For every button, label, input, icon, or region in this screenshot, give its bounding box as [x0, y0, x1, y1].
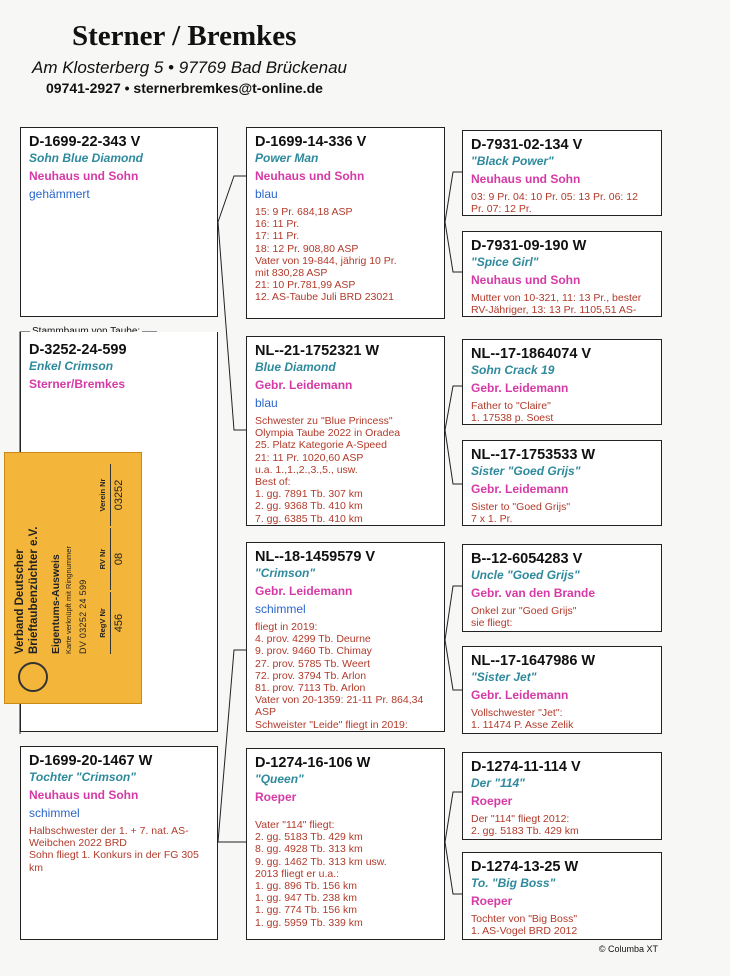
ring-number: NL--21-1752321 W: [255, 343, 380, 359]
breeder-name: Neuhaus und Sohn: [471, 172, 581, 186]
card-rv-column: RV Nr 08: [98, 528, 132, 590]
pigeon-color: gehämmert: [29, 187, 90, 201]
ring-number: NL--17-1864074 V: [471, 346, 592, 362]
ring-number: D-1274-13-25 W: [471, 859, 579, 875]
card-title: Eigentums-Ausweis: [50, 554, 62, 654]
pigeon-name: Enkel Crimson: [29, 359, 114, 373]
pedigree-ff-box: [246, 127, 445, 319]
pigeon-name: Sohn Blue Diamond: [29, 151, 143, 165]
pigeon-notes: Vater "114" fliegt: 2. gg. 5183 Tb. 429 km 8. gg. 4928 Tb. 313 km 9. gg. 1462 Tb. 313 km usw. 2013 fliegt er u.a.: 1. gg. 896 Tb. 156 km 1. gg. 947 Tb. 238 km 1. gg. 774 Tb. 156 km 1. gg. 5959 Tb. 339 km: [255, 819, 387, 929]
pigeon-name: Blue Diamond: [255, 360, 336, 374]
pedigree-fmm-box: [462, 440, 662, 526]
ring-number: NL--18-1459579 V: [255, 549, 376, 565]
card-ring-number: DV 03252 24 599: [78, 579, 88, 654]
pigeon-name: Uncle "Goed Grijs": [471, 568, 580, 582]
pigeon-notes: Father to "Claire" 1. 17538 p. Soest: [471, 400, 554, 425]
pigeon-name: To. "Big Boss": [471, 876, 556, 890]
pedigree-mf-box: [246, 542, 445, 732]
pigeon-notes: 15: 9 Pr. 684,18 ASP 16: 11 Pr. 17: 11 Pr. 18: 12 Pr. 908,80 ASP Vater von 19-844, jährig 10 Pr. mit 830,28 ASP 21: 10 Pr.781,99 ASP 12. AS-Taube Juli BRD 23021: [255, 206, 397, 304]
pigeon-color: schimmel: [255, 602, 306, 616]
pedigree-mother-box: [20, 746, 218, 940]
ring-number: D-7931-02-134 V: [471, 137, 583, 153]
card-subtitle: Karte verknüpft mit Ringnummer: [64, 546, 73, 654]
pigeon-notes: fliegt in 2019: 4. prov. 4299 Tb. Deurne 9. prov. 9460 Tb. Chimay 27. prov. 5785 Tb. Weert 72. prov. 3794 Tb. Arlon 81. prov. 7113 Tb. Arlon Vater von 20-1359: 21-11 Pr. 864,34 ASP Schweister "Leide" fliegt in 2019:: [255, 621, 424, 731]
pigeon-notes: Onkel zur "Goed Grijs" sie fliegt:: [471, 605, 577, 630]
breeder-name: Neuhaus und Sohn: [471, 273, 581, 287]
pigeon-notes: Tochter von "Big Boss" 1. AS-Vogel BRD 2012: [471, 913, 578, 938]
copyright: © Columba XT: [598, 944, 658, 954]
ring-number: D-7931-09-190 W: [471, 238, 587, 254]
ring-number: D-1274-16-106 W: [255, 755, 371, 771]
pigeon-notes: Der "114" fliegt 2012: 2. gg. 5183 Tb. 429 km: [471, 813, 579, 838]
vdb-logo-icon: [18, 662, 48, 692]
pigeon-name: Sister "Goed Grijs": [471, 464, 581, 478]
header-title: Sterner / Bremkes: [72, 20, 297, 52]
breeder-name: Gebr. Leidemann: [255, 584, 353, 598]
pigeon-color: blau: [255, 396, 278, 410]
breeder-name: Sterner/Bremkes: [29, 377, 126, 391]
pigeon-name: "Queen": [255, 772, 304, 786]
breeder-name: Neuhaus und Sohn: [29, 169, 139, 183]
pedigree-fmf-box: [462, 339, 662, 425]
ring-number: D-1699-14-336 V: [255, 134, 367, 150]
pigeon-name: "Spice Girl": [471, 255, 539, 269]
card-verein-column: Verein Nr 03252: [98, 464, 132, 526]
breeder-name: Gebr. Leidemann: [471, 688, 569, 702]
pigeon-name: Sohn Crack 19: [471, 363, 555, 377]
card-regv-column: RegV Nr 456: [98, 592, 132, 654]
header-contact: 09741-2927 • sternerbremkes@t-online.de: [46, 80, 323, 96]
pigeon-name: "Black Power": [471, 154, 554, 168]
ownership-card: [4, 452, 142, 704]
breeder-name: Gebr. Leidemann: [471, 482, 569, 496]
card-org-line1: Verband Deutscher: [14, 549, 26, 654]
pedigree-mm-box: [246, 748, 445, 940]
breeder-name: Gebr. Leidemann: [471, 381, 569, 395]
breeder-name: Gebr. van den Brande: [471, 586, 596, 600]
breeder-name: Neuhaus und Sohn: [29, 788, 139, 802]
pigeon-color: blau: [255, 187, 278, 201]
pigeon-notes: Sister to "Goed Grijs" 7 x 1. Pr.: [471, 501, 571, 526]
breeder-name: Roeper: [471, 794, 513, 808]
pedigree-mfm-box: [462, 646, 662, 734]
card-number-columns: [98, 464, 132, 654]
pigeon-notes: Schwester zu "Blue Princess" Olympia Taube 2022 in Oradea 25. Platz Kategorie A-Speed 21: 11 Pr. 1020,60 ASP u.a. 1.,1.,2.,3.,5., usw. Best of: 1. gg. 7891 Tb. 307 km 2. gg. 9368 Tb. 410 km 7. gg. 6385 Tb. 410 km: [255, 415, 401, 525]
ring-number: NL--17-1647986 W: [471, 653, 596, 669]
pigeon-notes: Halbschwester der 1. + 7. nat. AS- Weibchen 2022 BRD Sohn fliegt 1. Konkurs in der FG 305 km: [29, 825, 199, 874]
ring-number: NL--17-1753533 W: [471, 447, 596, 463]
pedigree-mmf-box: [462, 752, 662, 840]
pedigree-father-box: [20, 127, 218, 317]
pedigree-ffm-box: [462, 231, 662, 317]
breeder-name: Roeper: [255, 790, 297, 804]
pigeon-name: Der "114": [471, 776, 525, 790]
pedigree-mmm-box: [462, 852, 662, 940]
breeder-name: Roeper: [471, 894, 513, 908]
pigeon-name: "Crimson": [255, 566, 316, 580]
pedigree-mff-box: [462, 544, 662, 632]
pedigree-fff-box: [462, 130, 662, 216]
ring-number: D-3252-24-599: [29, 342, 127, 358]
pigeon-name: Tochter "Crimson": [29, 770, 136, 784]
ring-number: D-1274-11-114 V: [471, 759, 581, 775]
pigeon-name: "Sister Jet": [471, 670, 537, 684]
ring-number: D-1699-22-343 V: [29, 134, 141, 150]
breeder-name: Gebr. Leidemann: [255, 378, 353, 392]
pedigree-fm-box: [246, 336, 445, 526]
ring-number: B--12-6054283 V: [471, 551, 583, 567]
header-address: Am Klosterberg 5 • 97769 Bad Brückenau: [32, 58, 347, 77]
pigeon-notes: Vollschwester "Jet": 1. 11474 P. Asse Zelik: [471, 707, 574, 732]
pigeon-notes: Mutter von 10-321, 11: 13 Pr., bester RV-Jähriger, 13: 13 Pr. 1105,51 AS-: [471, 292, 642, 317]
breeder-name: Neuhaus und Sohn: [255, 169, 365, 183]
pigeon-color: schimmel: [29, 806, 80, 820]
card-org-line2: Brieftaubenzüchter e.V.: [28, 526, 40, 654]
pigeon-name: Power Man: [255, 151, 319, 165]
ring-number: D-1699-20-1467 W: [29, 753, 153, 769]
pigeon-notes: 03: 9 Pr. 04: 10 Pr. 05: 13 Pr. 06: 12 Pr. 07: 12 Pr.: [471, 191, 638, 216]
